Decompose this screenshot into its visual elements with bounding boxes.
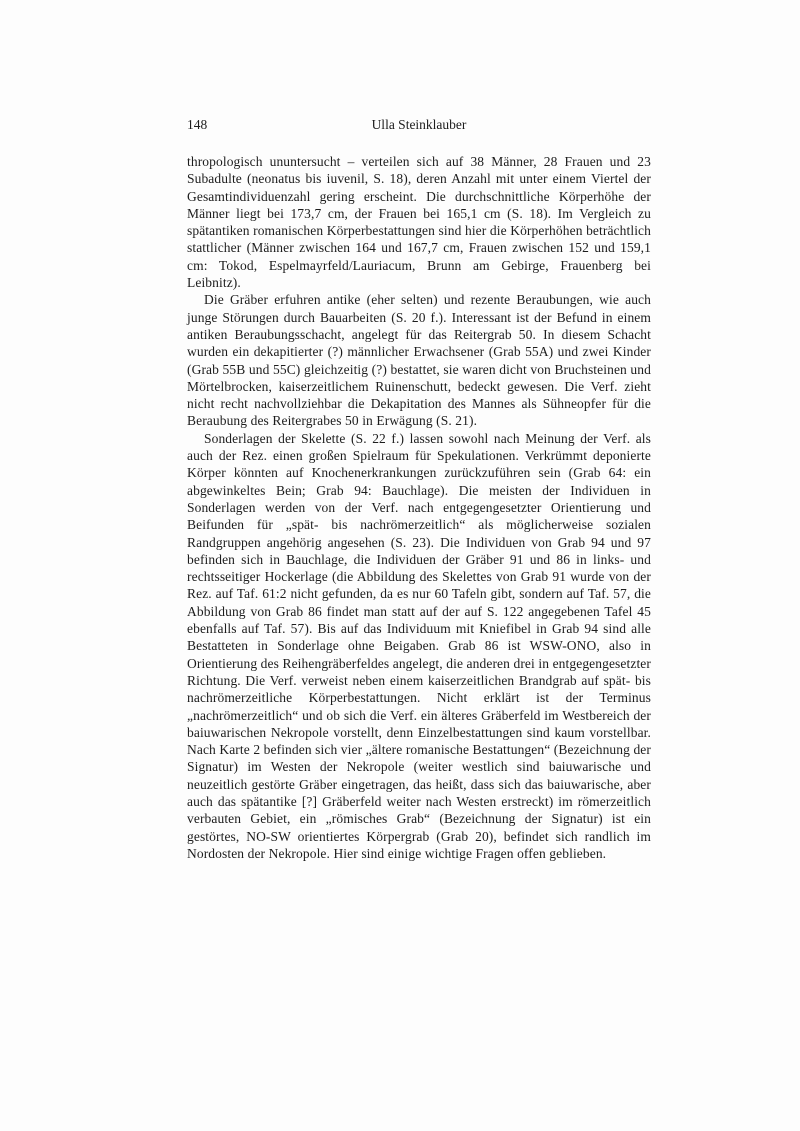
paragraph-3: Sonderlagen der Skelette (S. 22 f.) lassen sowohl nach Meinung der Verf. als auch der Rez. einen großen Spielraum für Spekulationen. Verkrümmt deponierte Körper könnten auf Knochenerkrankungen zurückzuführen sein (Grab 64: ein abgewinkeltes Bein; Grab 94: Bauchlage). Die meisten der Individuen in Sonderlagen werden von der Verf. nach entgegengesetzter Orientierung und Beifunden für „spät- bis nachrömerzeitlich“ als möglicherweise sozialen Randgruppen angehörig angesehen (S. 23). Die Individuen von Grab 94 und 97 befinden sich in Bauchlage, die Individuen der Gräber 91 und 86 in links- und rechtsseitiger Hockerlage (die Abbildung des Skelettes von Grab 91 wurde von der Rez. auf Taf. 61:2 nicht gefunden, da es nur 60 Tafeln gibt, sondern auf Taf. 57, die Abbildung von Grab 86 findet man statt auf der auf S. 122 angegebenen Tafel 45 ebenfalls auf Taf. 57). Bis auf das Individuum mit Kniefibel in Grab 94 sind alle Bestatteten in Sonderlage ohne Beigaben. Grab 86 ist WSW-ONO, also in Orientierung des Reihengräberfeldes angelegt, die anderen drei in entgegengesetzter Richtung. Die Verf. verweist neben einem kaiserzeitlichen Brandgrab auf spät- bis nachrömerzeitliche Körperbestattungen. Nicht erklärt ist der Terminus „nachrömerzeitlich“ und ob sich die Verf. ein älteres Gräberfeld im Westbereich der baiuwarischen Nekropole vorstellt, denn Einzelbestattungen sind kaum vorstellbar. Nach Karte 2 befinden sich vier „ältere romanische Bestattungen“ (Bezeichnung der Signatur) im Westen der Nekropole (weiter westlich sind baiuwarische und neuzeitlich gestörte Gräber eingetragen, das heißt, dass sich das baiuwarische, aber auch das spätantike [?] Gräberfeld weiter nach Westen erstreckt) im römerzeitlich verbauten Gebiet, ein „römisches Grab“ (Bezeichnung der Signatur) ist ein gestörtes, NO-SW orientiertes Körpergrab (Grab 20), befindet sich randlich im Nordosten der Nekropole. Hier sind einige wichtige Fragen offen geblieben. bbox=[187, 430, 651, 861]
page-header bbox=[187, 116, 651, 133]
paragraph-2: Die Gräber erfuhren antike (eher selten) und rezente Beraubungen, wie auch junge Störungen durch Bauarbeiten (S. 20 f.). Interessant ist der Befund in einem antiken Beraubungsschacht, angelegt für das Reitergrab 50. In diesem Schacht wurden ein dekapitierter (?) männlicher Erwachsener (Grab 55A) und zwei Kinder (Grab 55B und 55C) gleichzeitig (?) bestattet, sie waren dicht von Bruchsteinen und Mörtelbrocken, kaiserzeitlichem Ruinenschutt, bedeckt gewesen. Die Verf. zieht nicht recht nachvollziehbar die Dekapitation des Mannes als Sühneopfer für die Beraubung des Reitergrabes 50 in Erwägung (S. 21). bbox=[187, 292, 651, 429]
body-text bbox=[187, 153, 651, 862]
paragraph-1: thropologisch ununtersucht – verteilen sich auf 38 Männer, 28 Frauen und 23 Subadulte (neonatus bis iuvenil, S. 18), deren Anzahl mit unter einem Viertel der Gesamtindividuenzahl gering erscheint. Die durchschnittliche Körperhöhe der Männer liegt bei 173,7 cm, der Frauen bei 165,1 cm (S. 18). Im Vergleich zu spätantiken romanischen Körperbestattungen sind hier die Körperhöhen beträchtlich stattlicher (Männer zwischen 164 und 167,7 cm, Frauen zwischen 152 und 159,1 cm: Tokod, Espelmayrfeld/Lauriacum, Brunn am Gebirge, Frauenberg bei Leibnitz). bbox=[187, 154, 651, 291]
page-number: 148 bbox=[187, 117, 208, 132]
running-head: Ulla Steinklauber bbox=[371, 117, 467, 132]
